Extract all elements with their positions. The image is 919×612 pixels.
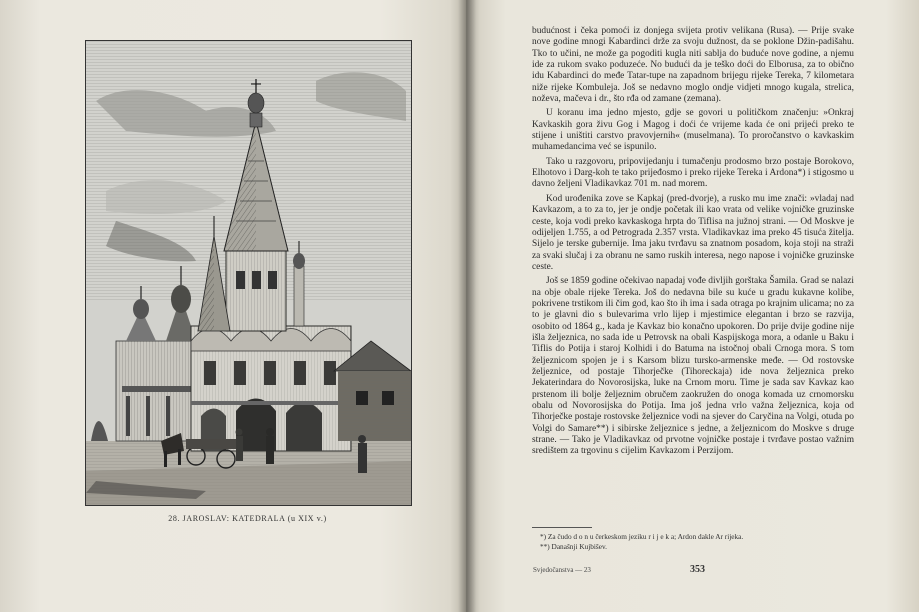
paragraph: U koranu ima jedno mjesto, gdje se govori u političkom značenju: »Onkraj Kavkaskih gora živu Gog i Magog i doći će vrijeme kada će oni prijeći preko te stijene i uništiti carstvo pravovjernih« (muselmana). To proročanstvo o kavkaskim muhamedancima već se ispunilo. bbox=[532, 108, 854, 153]
footnote: *) Za čudo d o n u čerkeskom jeziku r i j e k a; Ardon dakle Ar rijeka. bbox=[540, 532, 744, 541]
printer-signature: Svjedočanstva — 23 bbox=[533, 566, 591, 574]
footnote: **) Današnji Kujbišev. bbox=[540, 542, 608, 551]
body-text bbox=[532, 26, 854, 461]
figure-caption: 28. JAROSLAV: KATEDRALA (u XIX v.) bbox=[168, 514, 327, 523]
book-spine bbox=[458, 0, 476, 612]
paragraph: Tako u razgovoru, pripovijedanju i tumačenju prodosmo brzo postaje Borokovo, Elhotovo i Darg-koh te tako prijeđosmo i preko rijeke Tereka i Ardona*) i stigosmo u davno željeni Vladikavkaz 701 m. nad morem. bbox=[532, 156, 854, 190]
cathedral-engraving bbox=[85, 40, 412, 506]
paragraph: Kod urođenika zove se Kapkaj (pred-dvorje), a rusko mu ime znači: »vladaj nad Kavkazom, a to za to, jer je ondje početak ili kao vrata od velike vojničke gruzinske ceste, koja vodi preko kavkaskoga hrpta do Tiflisa na južnoj strani. — Od Moskve je odijeljen 1.755, a od Petrograda 2.357 vrsta. Vladikavkaz ima preko 45 tisuća žitelja. Sijelo je terske gubernije. Ima jaku tvrđavu sa znatnom posadom, koja stoji na straži za svaki slučaj i za obranu ne samo ruskih interesa, nego napose i vojničke gruzinske ceste. bbox=[532, 193, 854, 272]
paragraph: Još se 1859 godine očekivao napadaj vođe divljih gorštaka Šamila. Grad se nalazi na obje obale rijeke Tereka. Još do nedavna bile su kuće u gradu kukavne kolibe, pokrivene trstikom ili čim god, kao što ih ima i sada otraga po krajnim ulicama; no za to je glavni dio s bulevarima vrlo lijep i mjestimice elegantan i brzo se razvija, osobito od 1864 g., kada je Kavkaz bio konačno upokoren. Do prije dvije godine nije išla željeznica, no sada ide u Petrovsk na obali Kaspijskoga mora, a odanle u Baku i Tiflis do Potija i staroj Kolhidi i do Batuma na istočnoj obali Crnoga mora. S tom željeznicom spojen je i s Karsom blizu tursko-armenske međe. — Od rostovske željeznice, od postaje Tihorječke (Tihoreckaja) ide nova željeznica preko Jekaterindara do Novorosijska, luke na Crnom moru. Time je sada sav Kavkaz kao prstenom ili bolje željeznim obručem zaokružen do onoga komada uz crnomorsku obalu od Novorosijska do Potija. Ima još jedna vrlo važna željeznica, koja od Tihorječke postaje rostovske željeznice vodi na sjever do Caryčina na Volgi, otuda po Volgi do Samare**) i sibirske željeznice s jedne, a željeznicom do Moskve s druge strane. — Tako je Vladikavkaz od prvotne vojničke postaje i tvrđave postao važnim središtem za trgovinu s cijelim Kavkazom i Perzijom. bbox=[532, 276, 854, 457]
page-number: 353 bbox=[690, 564, 705, 575]
footnotes bbox=[540, 532, 860, 552]
paragraph: budućnost i čeka pomoći iz donjega svijeta protiv velikana (Rusa). — Prije svake nove godine mnogi Kabardinci drže za svoju dužnost, da se poklone Džin-padišahu. Tko to učini, ne može ga pogoditi kugla niti sablja do buduće nove godine, a njemu ide za rukom svako poduzeće. No budući da je teško doći do Elborusa, za to obično idu Kabardinci do međe Tatar-tupe na zapadnom brijegu rijeke Tereka, 7 kilometara niže rijeke Kombuleja. Još se nedavno moglo ondje vidjeti mnogo kugala, strelica, noževa, mačeva i dr., što rđa od zamane (zemana). bbox=[532, 26, 854, 105]
footnote-divider bbox=[532, 527, 592, 528]
